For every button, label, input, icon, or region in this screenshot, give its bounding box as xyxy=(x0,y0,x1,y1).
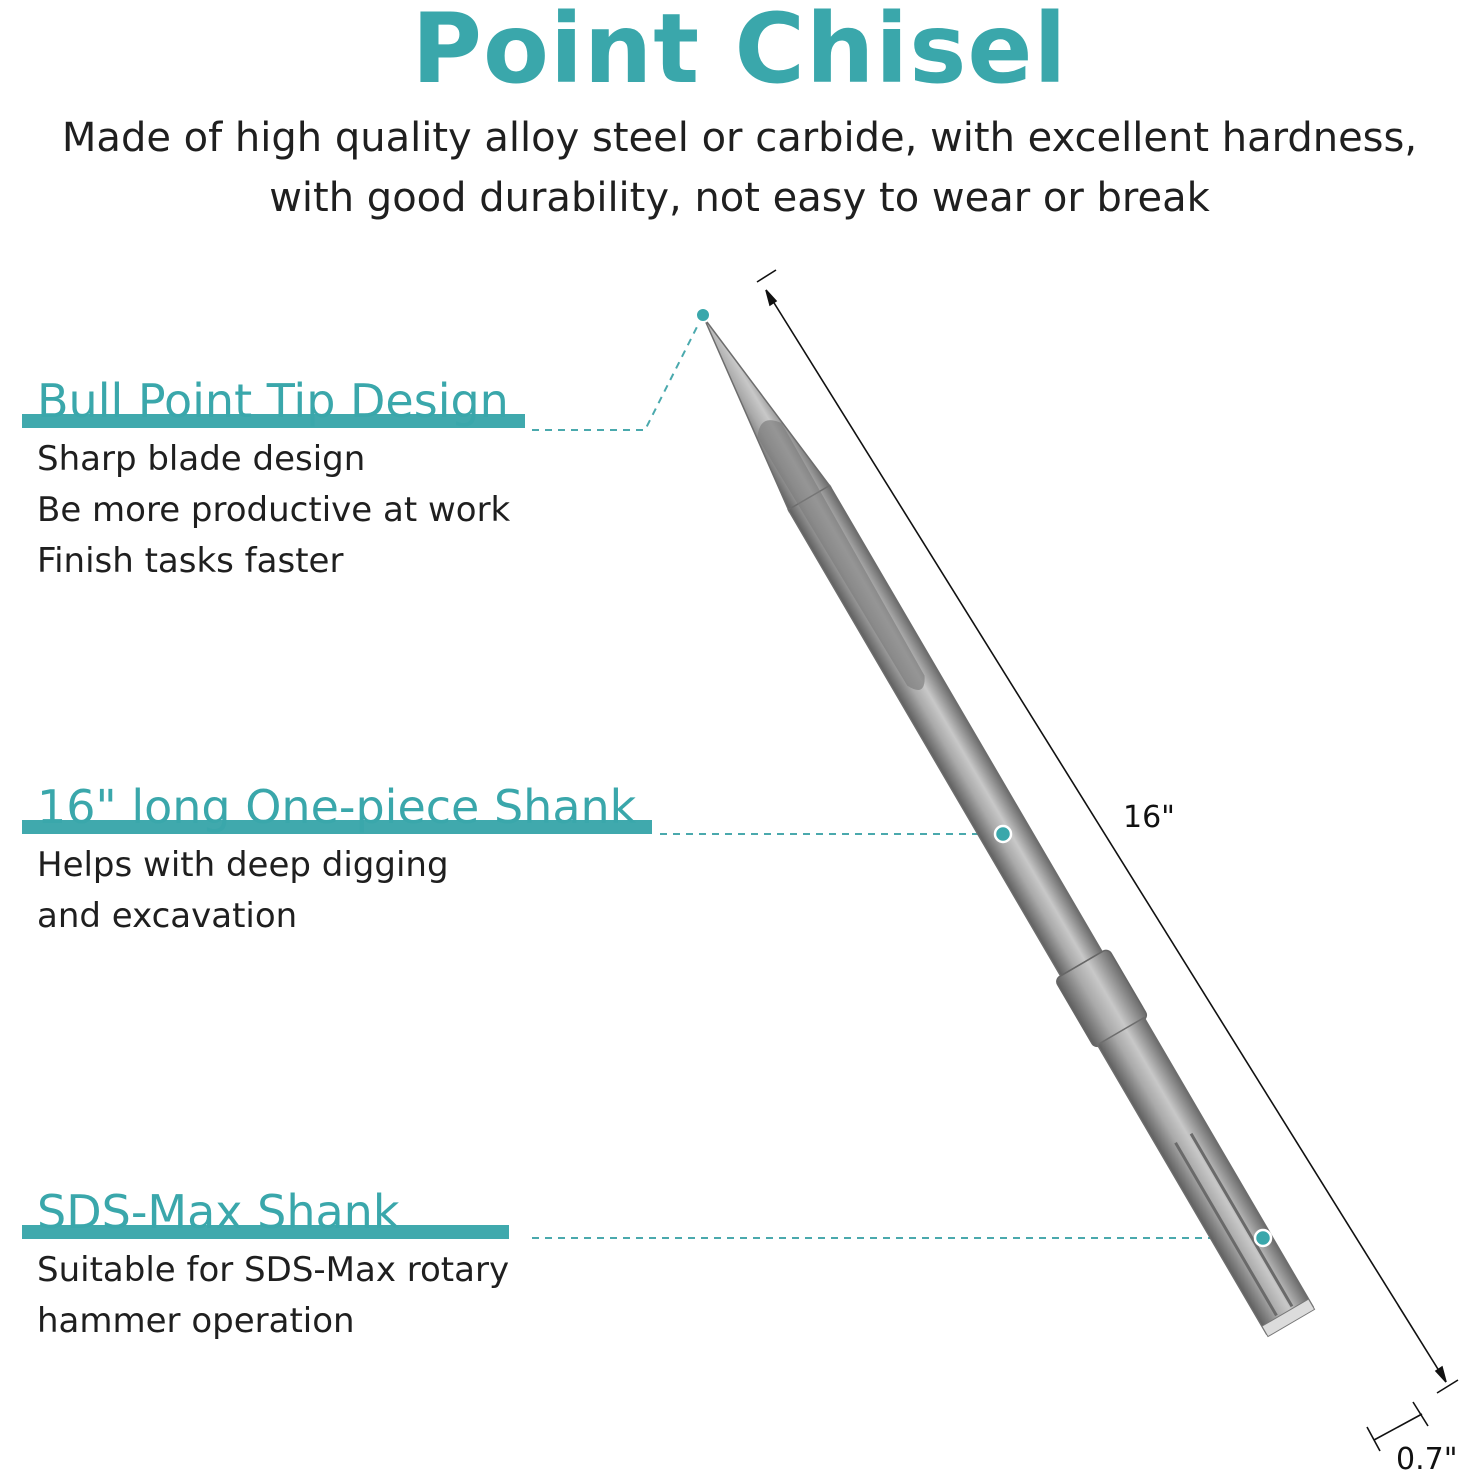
feature-heading-block xyxy=(22,1185,509,1239)
feature-line: Be more productive at work xyxy=(37,490,511,530)
feature-heading-block xyxy=(22,780,652,834)
length-dimension-label: 16" xyxy=(1123,800,1175,835)
chisel-flute xyxy=(752,415,933,697)
feature-line: Sharp blade design xyxy=(37,439,366,479)
feature-description xyxy=(22,840,652,942)
subtitle-line-2: with good durability, not easy to wear or break xyxy=(269,175,1210,221)
feature-heading: Bull Point Tip Design xyxy=(37,374,509,428)
sds-dot xyxy=(1255,1230,1271,1246)
subtitle-line-1: Made of high quality alloy steel or carbide, with excellent hardness, xyxy=(61,115,1418,161)
feature-line: hammer operation xyxy=(37,1301,355,1341)
page-title: Point Chisel xyxy=(411,0,1068,105)
feature-line: Helps with deep digging xyxy=(37,845,449,885)
tip-leader-line xyxy=(532,315,703,430)
feature-sds-max-shank xyxy=(22,1185,509,1347)
feature-heading-block xyxy=(22,374,525,428)
feature-bull-point-tip xyxy=(22,374,525,587)
tip-dot xyxy=(696,308,710,322)
feature-heading: SDS-Max Shank xyxy=(37,1185,400,1239)
feature-heading: 16" long One-piece Shank xyxy=(37,780,637,834)
feature-description xyxy=(22,434,525,587)
feature-line: and excavation xyxy=(37,896,298,936)
diameter-dimension-label: 0.7" xyxy=(1396,1442,1458,1477)
feature-one-piece-shank xyxy=(22,780,652,942)
chisel-body xyxy=(677,302,1318,1338)
feature-line: Finish tasks faster xyxy=(37,541,344,581)
length-dimension-line xyxy=(757,270,1458,1393)
feature-line: Suitable for SDS-Max rotary xyxy=(37,1250,510,1290)
feature-description xyxy=(22,1245,509,1347)
shank-dot xyxy=(995,826,1011,842)
